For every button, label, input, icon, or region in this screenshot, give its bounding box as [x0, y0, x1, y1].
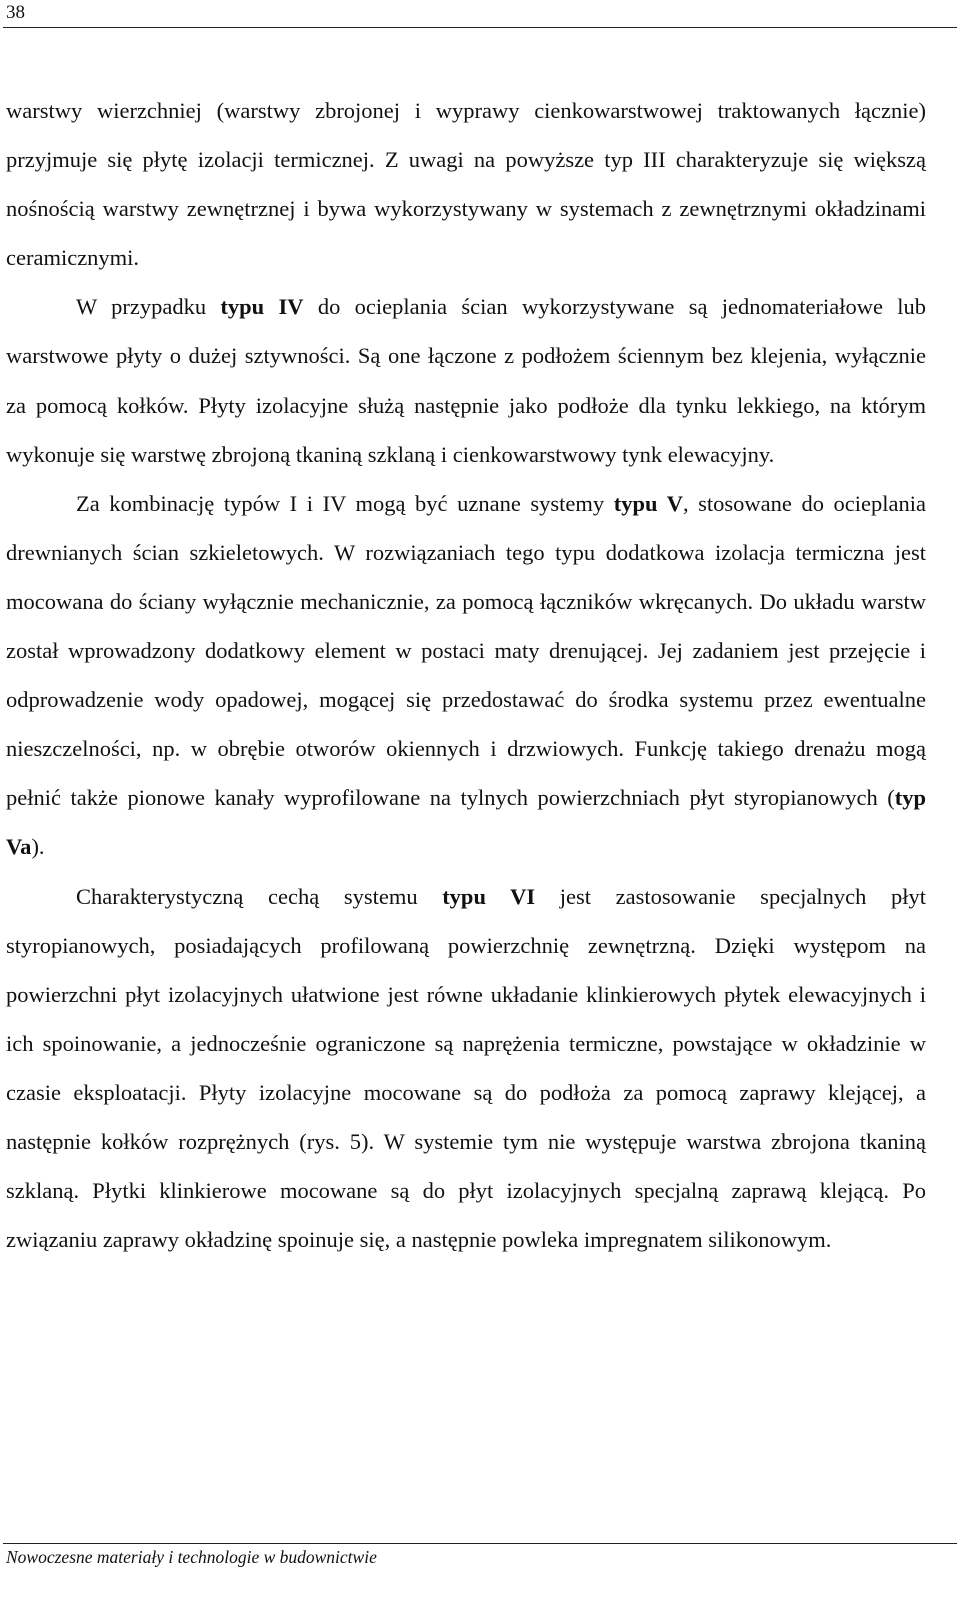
bold-term: typu IV	[220, 294, 304, 320]
text-segment: warstwy wierzchniej (warstwy zbrojonej i wyprawy cienkowarstwowej traktowanych łącznie) przyjmuje się płytę izolacji termicznej. Z uwagi na powyższe typ III charakteryzuje się większą nośnością warstwy zewnętrznej i bywa wykorzystywany w systemach z zewnętrznymi okładzinami ceramicznymi.	[6, 98, 926, 271]
text-segment: Za kombinację typów I i IV mogą być uznane systemy	[76, 490, 614, 516]
footer-text: Nowoczesne materiały i technologie w budownictwie	[6, 1547, 377, 1567]
paragraph-typ-vi	[6, 872, 926, 1265]
text-segment: W przypadku	[76, 294, 221, 320]
text-segment: jest zastosowanie specjalnych płyt styropianowych, posiadających profilowaną powierzchnię zewnętrzną. Dzięki występom na powierzchni płyt izolacyjnych ułatwione jest równe układanie klinkierowych płytek elewacyjnych i ich spoinowanie, a jednocześnie ograniczone są naprężenia termiczne, powstające w okładzinie w czasie eksploatacji. Płyty izolacyjne mocowane są do podłoża za pomocą zaprawy klejącej, a następnie kołków rozprężnych (rys. 5). W systemie tym nie występuje warstwa zbrojona tkaniną szklaną. Płytki klinkierowe mocowane są do płyt izolacyjnych specjalną zaprawą klejącą. Po związaniu zaprawy okładzinę spoinuje się, a następnie powleka impregnatem silikonowym.	[6, 883, 926, 1253]
paragraph-typ-iv	[6, 282, 926, 478]
body-text	[6, 86, 926, 1264]
page-number: 38	[6, 2, 25, 23]
footer-rule	[3, 1543, 957, 1544]
text-segment: Charakterystyczną cechą systemu	[76, 883, 443, 909]
bold-term: typ Va	[6, 785, 926, 860]
bold-term: typu VI	[442, 883, 536, 909]
text-segment: ).	[31, 834, 45, 860]
paragraph-typ-v	[6, 479, 926, 872]
bold-term: typu V	[613, 490, 683, 516]
header-rule	[3, 27, 957, 28]
text-segment: , stosowane do ocieplania drewnianych ścian szkieletowych. W rozwiązaniach tego typu dodatkowa izolacja termiczna jest mocowana do ściany wyłącznie mechanicznie, za pomocą łączników wkręcanych. Do układu warstw został wprowadzony dodatkowy element w postaci maty drenującej. Jej zadaniem jest przejęcie i odprowadzenie wody opadowej, mogącej się przedostawać do środka systemu przez ewentualne nieszczelności, np. w obrębie otworów okiennych i drzwiowych. Funkcję takiego drenażu mogą pełnić także pionowe kanały wyprofilowane na tylnych powierzchniach płyt styropianowych (	[6, 490, 926, 811]
text-segment: do ocieplania ścian wykorzystywane są jednomateriałowe lub warstwowe płyty o dużej sztywności. Są one łączone z podłożem ściennym bez klejenia, wyłącznie za pomocą kołków. Płyty izolacyjne służą następnie jako podłoże dla tynku lekkiego, na którym wykonuje się warstwę zbrojoną tkaniną szklaną i cienkowarstwowy tynk elewacyjny.	[6, 294, 927, 467]
paragraph-continuation	[6, 86, 926, 282]
